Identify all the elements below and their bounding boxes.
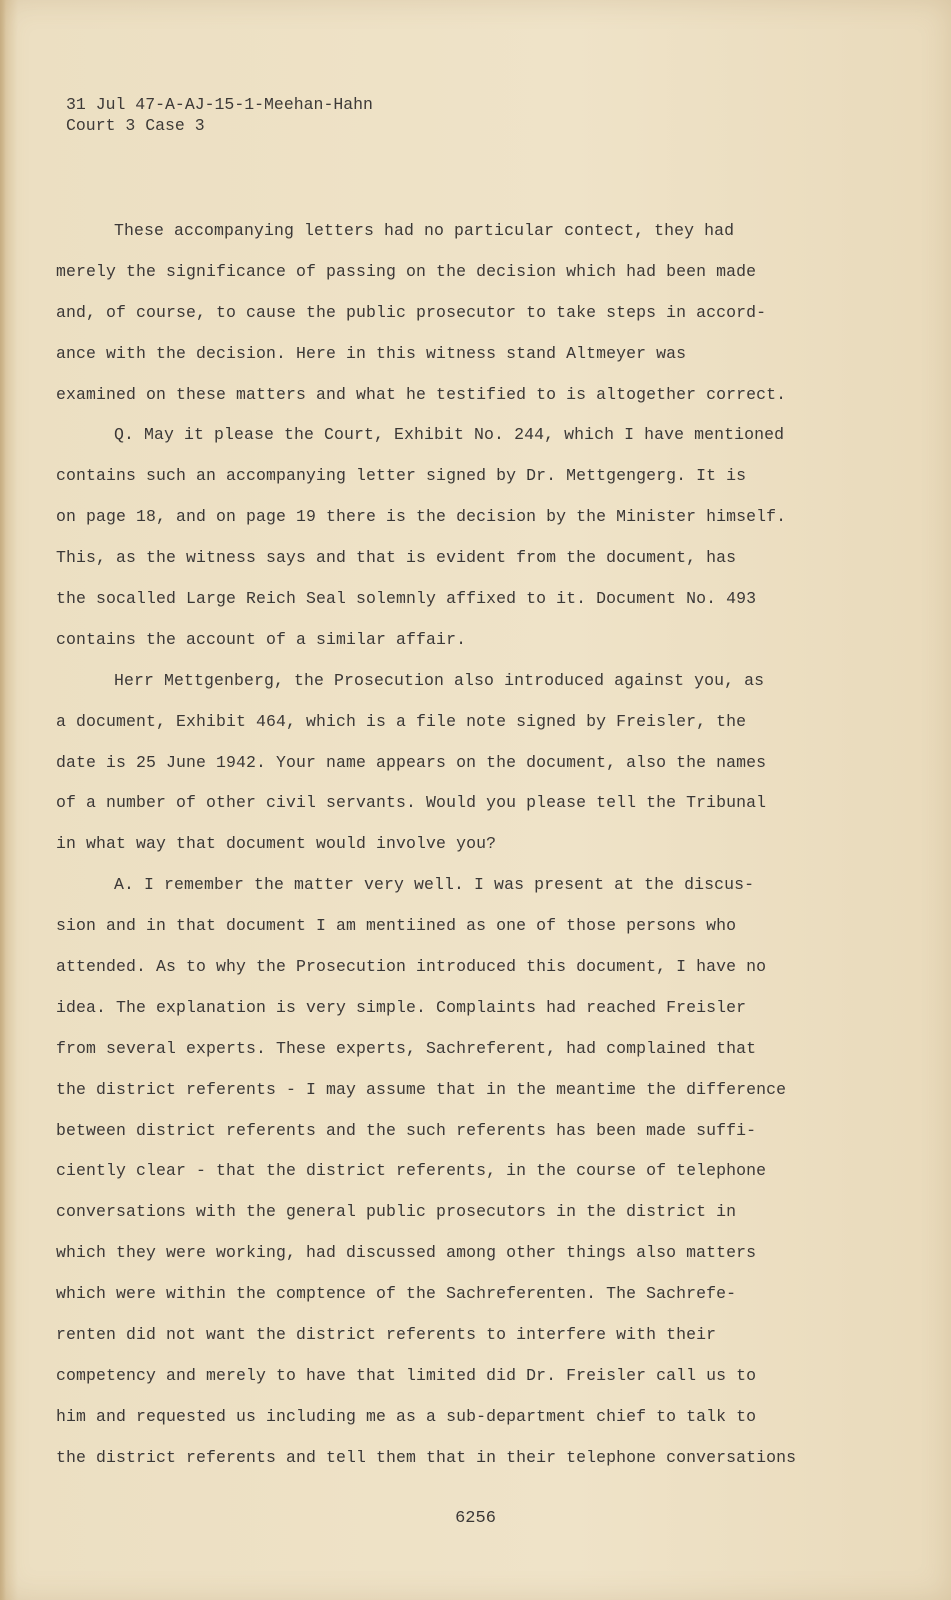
- header-reference: 31 Jul 47-A-AJ-15-1-Meehan-Hahn: [66, 95, 373, 114]
- text-line: date is 25 June 1942. Your name appears on the document, also the names: [56, 752, 767, 772]
- text-line: contains the account of a similar affair.: [56, 629, 467, 649]
- text-line: the district referents - I may assume that in the meantime the difference: [56, 1079, 787, 1099]
- text-line: between district referents and the such referents has been made suffi-: [56, 1120, 757, 1140]
- text-line: renten did not want the district referents to interfere with their: [56, 1325, 717, 1345]
- text-line: of a number of other civil servants. Would you please tell the Tribunal: [56, 793, 767, 813]
- text-line: him and requested us including me as a sub-department chief to talk to: [56, 1406, 757, 1426]
- text-line: the district referents and tell them that in their telephone conversations: [56, 1447, 797, 1467]
- text-line: examined on these matters and what he testified to is altogether correct.: [56, 384, 787, 404]
- text-line: the socalled Large Reich Seal solemnly affixed to it. Document No. 493: [56, 589, 757, 609]
- text-line: in what way that document would involve you?: [56, 834, 497, 854]
- text-line: Herr Mettgenberg, the Prosecution also introduced against you, as: [114, 670, 765, 690]
- header-court-case: Court 3 Case 3: [66, 116, 205, 135]
- text-line: This, as the witness says and that is evident from the document, has: [56, 548, 737, 568]
- text-line: a document, Exhibit 464, which is a file note signed by Freisler, the: [56, 711, 747, 731]
- text-line: A. I remember the matter very well. I was present at the discus-: [114, 875, 755, 895]
- text-line: Q. May it please the Court, Exhibit No. 244, which I have mentioned: [114, 425, 785, 445]
- text-line: merely the significance of passing on the decision which had been made: [56, 261, 757, 281]
- text-line: ciently clear - that the district referents, in the course of telephone: [56, 1161, 767, 1181]
- text-line: which were within the comptence of the Sachreferenten. The Sachrefe-: [56, 1284, 737, 1304]
- text-line: and, of course, to cause the public prosecutor to take steps in accord-: [56, 302, 767, 322]
- page-number: 6256: [455, 1509, 496, 1528]
- text-line: contains such an accompanying letter signed by Dr. Mettgengerg. It is: [56, 466, 747, 486]
- text-line: from several experts. These experts, Sachreferent, had complained that: [56, 1038, 757, 1058]
- text-line: which they were working, had discussed among other things also matters: [56, 1243, 757, 1263]
- document-header: [66, 94, 373, 136]
- text-line: on page 18, and on page 19 there is the decision by the Minister himself.: [56, 507, 787, 527]
- text-line: sion and in that document I am mentiined as one of those persons who: [56, 916, 737, 936]
- text-line: These accompanying letters had no particular contect, they had: [114, 221, 735, 240]
- text-line: attended. As to why the Prosecution introduced this document, I have no: [56, 957, 767, 977]
- text-line: conversations with the general public prosecutors in the district in: [56, 1202, 737, 1222]
- text-line: ance with the decision. Here in this witness stand Altmeyer was: [56, 343, 687, 363]
- text-line: idea. The explanation is very simple. Complaints had reached Freisler: [56, 997, 747, 1017]
- transcript-body: [56, 211, 816, 1479]
- text-line: competency and merely to have that limited did Dr. Freisler call us to: [56, 1365, 757, 1385]
